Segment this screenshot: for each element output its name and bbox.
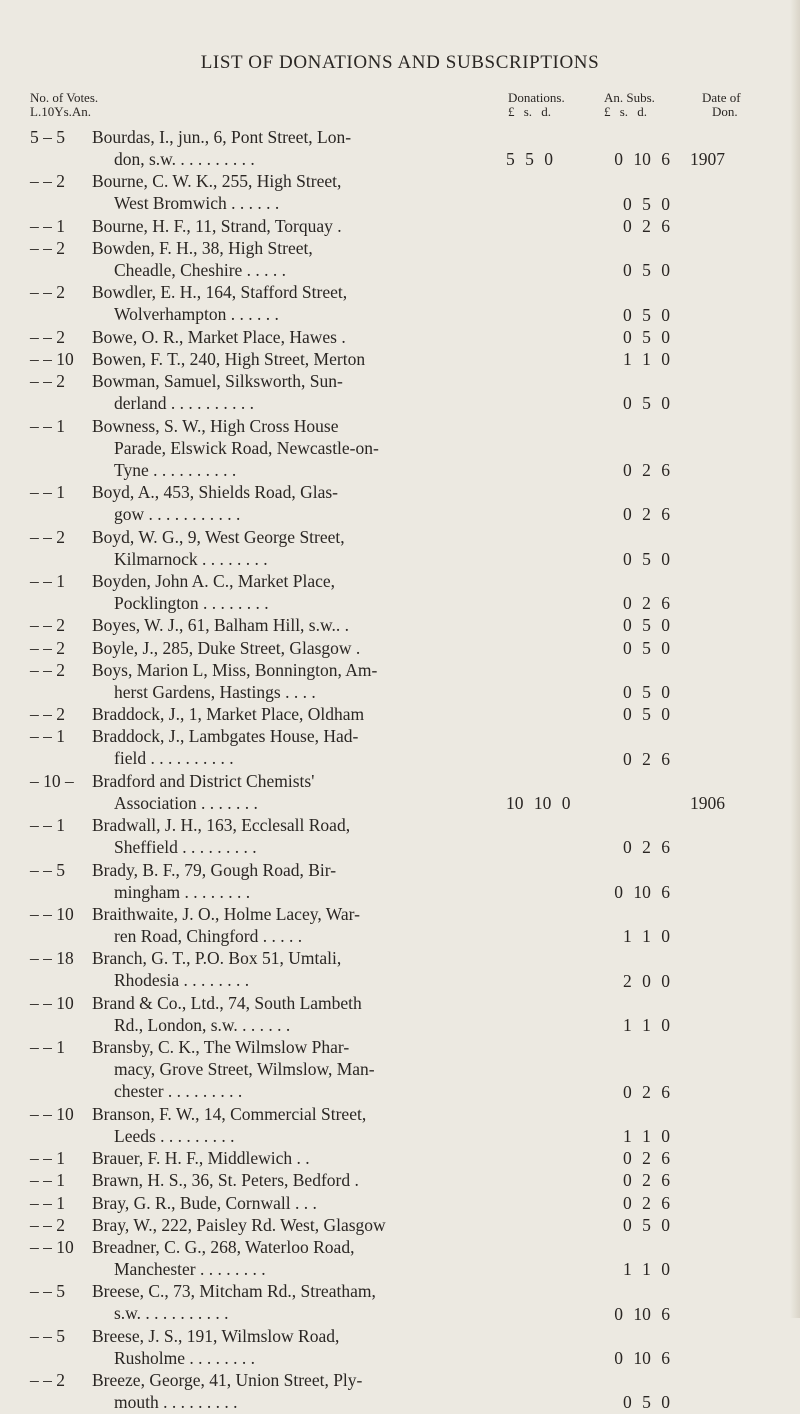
donations-header: Donations. (508, 90, 565, 105)
votes-count: – – 5 (30, 1281, 65, 1302)
donor-entry (92, 614, 492, 636)
donor-name-line: Breadner, C. G., 268, Waterloo Road, (92, 1237, 355, 1257)
list-item (0, 1236, 800, 1280)
subscription-amount: 0 2 6 (623, 1192, 670, 1213)
list-item (0, 1147, 800, 1169)
list-item (0, 1280, 800, 1324)
list-item (0, 526, 800, 570)
list-item (0, 1325, 800, 1369)
donor-name-line: Bourne, H. F., 11, Strand, Torquay . (92, 215, 342, 236)
subscription-amount: 0 2 6 (623, 215, 670, 236)
votes-count: – – 2 (30, 282, 65, 303)
donor-name-line: Boyes, W. J., 61, Balham Hill, s.w.. . (92, 615, 349, 636)
donor-entry (92, 814, 492, 858)
donor-address-line: mingham . . . . . . . . (114, 881, 251, 902)
list-item (0, 1036, 800, 1103)
donor-name-line: Brawn, H. S., 36, St. Peters, Bedford . (92, 1170, 359, 1191)
donor-entry (92, 570, 492, 614)
list-item (0, 614, 800, 636)
donor-entry (92, 237, 492, 281)
donor-name-line: Bradford and District Chemists' (92, 770, 315, 791)
votes-header: No. of Votes. (30, 90, 99, 105)
subscription-amount: 0 5 0 (623, 304, 670, 325)
donor-entry (92, 1192, 492, 1214)
donor-address-line: Parade, Elswick Road, Newcastle-on- (114, 437, 379, 458)
donor-entry (92, 415, 492, 481)
votes-count: – – 1 (30, 1148, 65, 1169)
subscription-amount: 0 5 0 (623, 1392, 670, 1413)
donor-address-line: Pocklington . . . . . . . . (114, 593, 269, 613)
list-item (0, 326, 800, 348)
donor-name-line: Bowden, F. H., 38, High Street, (92, 238, 313, 258)
subscription-amount: 0 2 6 (623, 1148, 670, 1169)
donor-address-line: Kilmarnock . . . . . . . . (114, 548, 268, 569)
votes-count: – – 10 (30, 1237, 74, 1257)
votes-count: – – 10 (30, 1103, 74, 1124)
donor-name-line: Boyle, J., 285, Duke Street, Glasgow . (92, 637, 361, 658)
donor-entry (92, 281, 492, 325)
votes-count: – – 2 (30, 238, 65, 258)
subscription-amount: 0 5 0 (623, 193, 670, 214)
list-item (0, 703, 800, 725)
list-item (0, 348, 800, 370)
donor-entry (92, 370, 492, 414)
donor-name-line: Bray, G. R., Bude, Cornwall . . . (92, 1192, 317, 1213)
votes-count: – – 1 (30, 815, 65, 836)
donor-entry (92, 170, 492, 214)
donor-name-line: Boyd, W. G., 9, West George Street, (92, 526, 345, 547)
subscription-amount: 0 10 6 (614, 149, 670, 170)
donation-amount: 10 10 0 (506, 792, 571, 813)
donor-address-line: ren Road, Chingford . . . . . (114, 926, 303, 946)
subscription-amount: 0 2 6 (623, 837, 670, 858)
page-title: LIST OF DONATIONS AND SUBSCRIPTIONS (200, 52, 600, 73)
subscription-amount: 0 10 6 (614, 1347, 670, 1368)
donor-name-line: Braddock, J., Lambgates House, Had- (92, 726, 359, 747)
donor-address-line: chester . . . . . . . . . (114, 1081, 243, 1102)
donor-name-line: Braithwaite, J. O., Holme Lacey, War- (92, 904, 360, 924)
donor-entry (92, 1369, 492, 1413)
donor-name-line: Braddock, J., 1, Market Place, Oldham (92, 704, 365, 725)
donor-entry (92, 1103, 492, 1147)
donor-entry (92, 703, 492, 725)
votes-count: – – 1 (30, 415, 65, 436)
donor-name-line: Bowen, F. T., 240, High Street, Merton (92, 349, 366, 369)
donor-entry (92, 637, 492, 659)
list-item (0, 725, 800, 769)
subscription-amount: 0 5 0 (623, 681, 670, 702)
list-item (0, 903, 800, 947)
donor-address-line: Manchester . . . . . . . . (114, 1259, 266, 1279)
donor-entry (92, 859, 492, 903)
donation-amount: 5 5 0 (506, 149, 553, 170)
donor-name-line: Bradwall, J. H., 163, Ecclesall Road, (92, 815, 351, 836)
donor-address-line: s.w. . . . . . . . . . . (114, 1303, 229, 1324)
donations-units: £ s. d. (508, 104, 552, 119)
donation-date: 1906 (690, 792, 725, 813)
list-item (0, 237, 800, 281)
donor-name-line: Breeze, George, 41, Union Street, Ply- (92, 1370, 363, 1391)
donor-name-line: Breese, C., 73, Mitcham Rd., Streatham, (92, 1281, 376, 1302)
donor-entry (92, 1214, 492, 1236)
donor-name-line: Boys, Marion L, Miss, Bonnington, Am- (92, 659, 378, 680)
donor-name-line: Brady, B. F., 79, Gough Road, Bir- (92, 859, 337, 880)
donor-name-line: Bowman, Samuel, Silksworth, Sun- (92, 371, 343, 392)
list-item (0, 570, 800, 614)
donor-entry (92, 725, 492, 769)
subscription-amount: 1 1 0 (623, 926, 670, 947)
votes-count: – – 2 (30, 704, 65, 725)
list-item (0, 415, 800, 482)
subscription-amount: 1 1 0 (623, 349, 670, 369)
donor-name-line: Bourdas, I., jun., 6, Pont Street, Lon- (92, 127, 352, 147)
list-item (0, 215, 800, 237)
donor-address-line: gow . . . . . . . . . . . (114, 504, 241, 525)
donor-entry (92, 947, 492, 991)
votes-count: – – 1 (30, 482, 65, 503)
subscription-amount: 1 1 0 (623, 1259, 670, 1280)
donor-entry (92, 481, 492, 525)
votes-count: – – 2 (30, 171, 65, 192)
donor-address-line: Tyne . . . . . . . . . . (114, 459, 237, 480)
subscription-amount: 0 5 0 (623, 548, 670, 569)
votes-count: – – 1 (30, 1192, 65, 1213)
list-item (0, 1214, 800, 1236)
votes-count: – 10 – (30, 770, 74, 791)
subs-header: An. Subs. (604, 90, 655, 105)
votes-count: – – 1 (30, 726, 65, 747)
votes-count: – – 2 (30, 615, 65, 636)
donor-name-line: Bowness, S. W., High Cross House (92, 415, 339, 436)
subscription-amount: 0 2 6 (623, 748, 670, 769)
donor-address-line: Leeds . . . . . . . . . (114, 1125, 235, 1146)
list-item (0, 281, 800, 325)
list-item (0, 481, 800, 525)
list-item (0, 814, 800, 858)
votes-count: – – 5 (30, 859, 65, 880)
subscription-amount: 0 5 0 (623, 615, 670, 636)
donor-entry (92, 992, 492, 1036)
donor-entry (92, 348, 492, 370)
subscription-amount: 1 1 0 (623, 1014, 670, 1035)
donor-entry (92, 659, 492, 703)
subscription-amount: 0 2 6 (623, 459, 670, 480)
donation-date: 1907 (690, 149, 725, 170)
donor-address-line: West Bromwich . . . . . . (114, 193, 280, 214)
donor-name-line: Breese, J. S., 191, Wilmslow Road, (92, 1325, 340, 1346)
donor-name-line: Brand & Co., Ltd., 74, South Lambeth (92, 992, 362, 1013)
votes-count: – – 10 (30, 904, 74, 924)
votes-count: – – 2 (30, 1214, 65, 1235)
list-item (0, 126, 800, 170)
list-item (0, 370, 800, 414)
donor-address-line: Wolverhampton . . . . . . (114, 304, 279, 325)
votes-count: – – 5 (30, 1325, 65, 1346)
donor-address-line: Association . . . . . . . (114, 792, 258, 813)
votes-count: – – 1 (30, 571, 65, 591)
subscription-amount: 0 2 6 (623, 1081, 670, 1102)
subscription-amount: 0 2 6 (623, 504, 670, 525)
votes-count: – – 1 (30, 1037, 65, 1058)
subs-units: £ s. d. (604, 104, 648, 119)
donor-address-line: derland . . . . . . . . . . (114, 393, 254, 414)
list-item (0, 637, 800, 659)
votes-count: – – 2 (30, 326, 65, 347)
list-item (0, 947, 800, 991)
subscription-amount: 1 1 0 (623, 1125, 670, 1146)
donor-address-line: Rusholme . . . . . . . . (114, 1347, 255, 1368)
votes-count: – – 10 (30, 992, 74, 1013)
votes-count: – – 2 (30, 637, 65, 658)
donor-entry (92, 1325, 492, 1369)
subscription-amount: 0 5 0 (623, 1214, 670, 1235)
subscription-amount: 0 5 0 (623, 326, 670, 347)
list-item (0, 859, 800, 903)
donor-entry (92, 770, 492, 814)
donor-entry (92, 1169, 492, 1191)
votes-count: – – 2 (30, 371, 65, 392)
subscription-amount: 0 5 0 (623, 704, 670, 725)
votes-subheader: L.10Ys.An. (30, 104, 92, 119)
subscription-amount: 0 10 6 (614, 1303, 670, 1324)
donor-name-line: Branch, G. T., P.O. Box 51, Umtali, (92, 948, 342, 969)
donor-address-line: Rd., London, s.w. . . . . . . (114, 1014, 291, 1035)
votes-count: – – 2 (30, 659, 65, 680)
page-edge-shadow (790, 0, 800, 1318)
donor-address-line: Cheadle, Cheshire . . . . . (114, 260, 287, 280)
donor-name-line: Brauer, F. H. F., Middlewich . . (92, 1148, 310, 1169)
votes-count: – – 2 (30, 526, 65, 547)
votes-count: – – 1 (30, 1170, 65, 1191)
list-item (0, 1192, 800, 1214)
donor-address-line: field . . . . . . . . . . (114, 748, 234, 769)
date-subheader: Don. (712, 104, 738, 119)
list-item (0, 1369, 800, 1413)
subscription-amount: 0 5 0 (623, 637, 670, 658)
list-item (0, 1103, 800, 1147)
donor-address-line: Sheffield . . . . . . . . . (114, 837, 257, 858)
donor-address-line: don, s.w. . . . . . . . . . (114, 149, 255, 169)
donor-name-line: Bowe, O. R., Market Place, Hawes . (92, 326, 346, 347)
list-item (0, 992, 800, 1036)
list-item (0, 770, 800, 814)
list-item (0, 659, 800, 703)
subscription-amount: 2 0 0 (623, 970, 670, 991)
donor-entry (92, 1147, 492, 1169)
list-item (0, 170, 800, 214)
subscription-amount: 0 5 0 (623, 260, 670, 281)
donor-address-line: macy, Grove Street, Wilmslow, Man- (114, 1059, 375, 1080)
donor-entry (92, 215, 492, 237)
subscription-amount: 0 2 6 (623, 593, 670, 614)
votes-count: – – 2 (30, 1370, 65, 1391)
donor-name-line: Branson, F. W., 14, Commercial Street, (92, 1103, 367, 1124)
donor-address-line: mouth . . . . . . . . . (114, 1392, 238, 1413)
votes-count: 5 – 5 (30, 127, 65, 147)
votes-count: – – 1 (30, 215, 65, 236)
subscription-amount: 0 2 6 (623, 1170, 670, 1191)
date-header: Date of (702, 90, 741, 105)
donor-entry (92, 126, 492, 170)
donor-address-line: herst Gardens, Hastings . . . . (114, 681, 316, 702)
donor-name-line: Boyd, A., 453, Shields Road, Glas- (92, 482, 338, 503)
donor-name-line: Bray, W., 222, Paisley Rd. West, Glasgow (92, 1214, 386, 1235)
donor-name-line: Boyden, John A. C., Market Place, (92, 571, 336, 591)
donor-entry (92, 903, 492, 947)
list-item (0, 1169, 800, 1191)
donor-address-line: Rhodesia . . . . . . . . (114, 970, 250, 991)
votes-count: – – 18 (30, 948, 74, 969)
votes-count: – – 10 (30, 349, 74, 369)
donor-entry (92, 326, 492, 348)
donor-name-line: Bransby, C. K., The Wilmslow Phar- (92, 1037, 350, 1058)
donor-name-line: Bowdler, E. H., 164, Stafford Street, (92, 282, 348, 303)
donor-entry (92, 1236, 492, 1280)
donor-entry (92, 526, 492, 570)
subscription-amount: 0 5 0 (623, 393, 670, 414)
donor-entry (92, 1036, 492, 1102)
donor-name-line: Bourne, C. W. K., 255, High Street, (92, 171, 342, 192)
subscription-amount: 0 10 6 (614, 881, 670, 902)
